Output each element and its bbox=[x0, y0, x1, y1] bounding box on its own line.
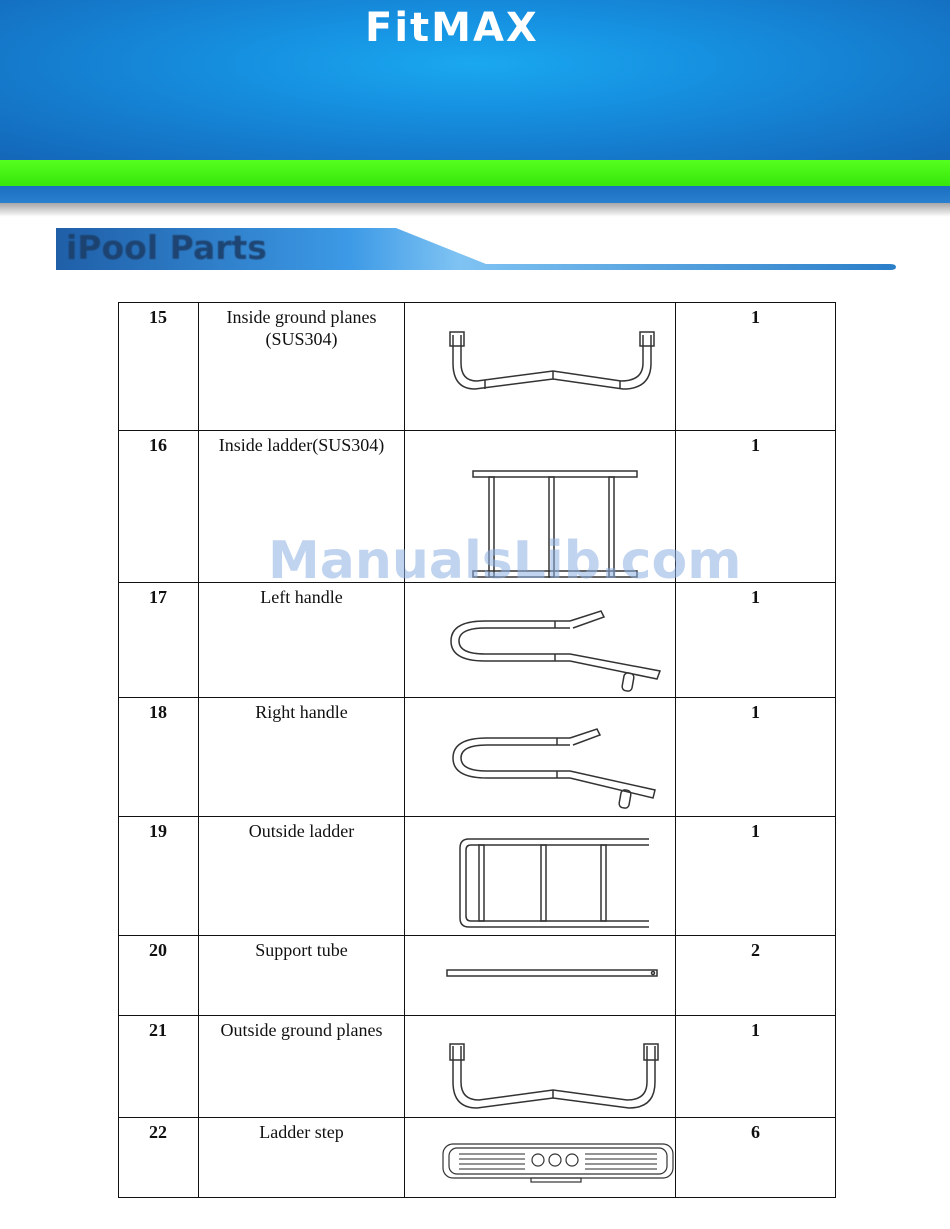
ladder-step-drawing bbox=[405, 1118, 675, 1198]
table-row bbox=[119, 1118, 836, 1198]
part-image-cell bbox=[405, 1016, 676, 1118]
part-number: 17 bbox=[119, 583, 199, 698]
part-number: 20 bbox=[119, 936, 199, 1016]
part-number: 16 bbox=[119, 431, 199, 583]
left-handle-drawing bbox=[405, 583, 675, 698]
part-quantity: 1 bbox=[676, 583, 836, 698]
header-shadow bbox=[0, 203, 950, 217]
part-quantity: 1 bbox=[676, 303, 836, 431]
part-name: Inside ground planes (SUS304) bbox=[199, 303, 405, 431]
table-row bbox=[119, 1016, 836, 1118]
table-row bbox=[119, 817, 836, 936]
part-quantity: 1 bbox=[676, 1016, 836, 1118]
header-blue-stripe bbox=[0, 186, 950, 203]
brand-logo bbox=[365, 6, 539, 50]
parts-table bbox=[118, 302, 836, 1198]
part-number: 18 bbox=[119, 698, 199, 817]
part-quantity: 1 bbox=[676, 698, 836, 817]
part-name: Inside ladder(SUS304) bbox=[199, 431, 405, 583]
part-image-cell bbox=[405, 698, 676, 817]
part-number: 15 bbox=[119, 303, 199, 431]
table-row bbox=[119, 698, 836, 817]
part-name: Outside ground planes bbox=[199, 1016, 405, 1118]
outside-ladder-drawing bbox=[405, 817, 675, 936]
part-name: Ladder step bbox=[199, 1118, 405, 1198]
part-image-cell bbox=[405, 1118, 676, 1198]
part-name: Left handle bbox=[199, 583, 405, 698]
part-quantity: 6 bbox=[676, 1118, 836, 1198]
part-name: Support tube bbox=[199, 936, 405, 1016]
part-number: 19 bbox=[119, 817, 199, 936]
part-number: 21 bbox=[119, 1016, 199, 1118]
header-green-stripe bbox=[0, 160, 950, 186]
brand-logo-text: FitMAX bbox=[365, 5, 539, 51]
support-tube-drawing bbox=[405, 936, 675, 1016]
part-quantity: 2 bbox=[676, 936, 836, 1016]
part-name: Right handle bbox=[199, 698, 405, 817]
inside-ground-plane-drawing bbox=[405, 303, 675, 431]
watermark: ManualsLib.com bbox=[268, 531, 742, 591]
part-quantity: 1 bbox=[676, 817, 836, 936]
part-image-cell bbox=[405, 817, 676, 936]
table-row bbox=[119, 936, 836, 1016]
part-quantity: 1 bbox=[676, 431, 836, 583]
section-title: iPool Parts bbox=[66, 228, 267, 267]
part-name: Outside ladder bbox=[199, 817, 405, 936]
part-number: 22 bbox=[119, 1118, 199, 1198]
part-image-cell bbox=[405, 583, 676, 698]
outside-ground-plane-drawing bbox=[405, 1016, 675, 1118]
right-handle-drawing bbox=[405, 698, 675, 817]
part-image-cell bbox=[405, 936, 676, 1016]
table-row bbox=[119, 303, 836, 431]
part-image-cell bbox=[405, 303, 676, 431]
table-row bbox=[119, 583, 836, 698]
